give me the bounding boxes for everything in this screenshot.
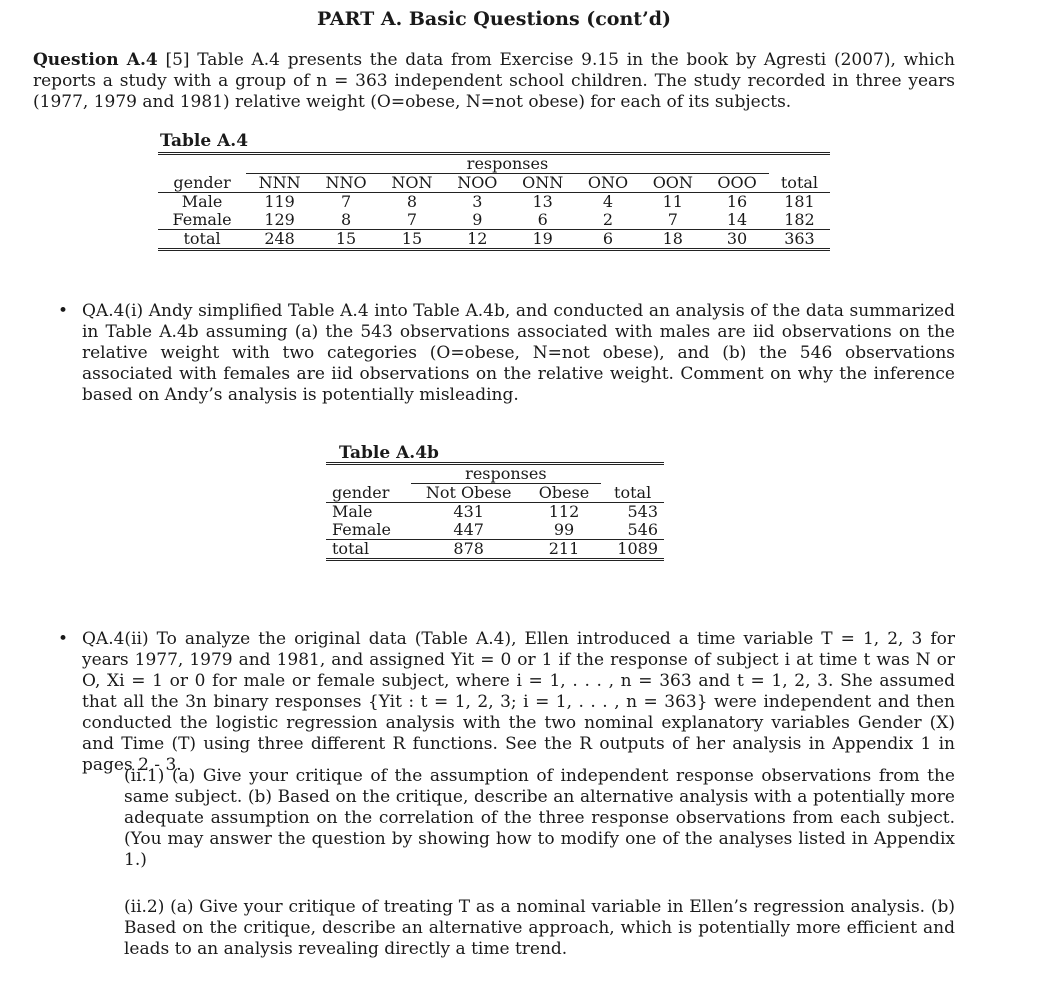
table-row: [158, 193, 830, 212]
table-a4-col-header: ONO: [576, 174, 641, 193]
qa4-ii2-text: (ii.2) (a) Give your critique of treating T as a nominal variable in Ellen’s regression analysis. (b) Based on the critique, describe an alternative approach, which is potentially more efficient and leads to an analysis revealing directly a time trend.: [124, 897, 955, 959]
table-a4b: [326, 462, 664, 561]
question-intro-text: [5] Table A.4 presents the data from Exercise 9.15 in the book by Agresti (2007), which reports a study with a group of n = 363 independent school children. The study recorded in three years (1977, 1979 and 1981) relative weight (O=obese, N=not obese) for each of its subjects.: [33, 50, 955, 112]
question-label: Question A.4: [33, 50, 158, 70]
table-cell: 15: [313, 230, 379, 250]
table-cell-total: 546: [627, 520, 658, 539]
table-cell: 878: [411, 540, 527, 560]
table-a4-row-label: Female: [172, 210, 232, 229]
table-cell: 447: [453, 520, 484, 539]
table-cell: 7: [667, 210, 678, 229]
table-a4-col-header: OON: [640, 174, 705, 193]
table-a4-row-label: total: [158, 230, 246, 250]
table-a4b-row-label: Male: [326, 503, 411, 522]
table-cell: 6: [537, 210, 548, 229]
table-cell: 129: [264, 210, 295, 229]
table-a4b-caption: Table A.4b: [339, 443, 439, 463]
table-a4b-col-header: Obese: [527, 484, 601, 503]
table-cell: 30: [705, 230, 769, 250]
table-row: [326, 540, 664, 560]
bullet-icon: •: [58, 629, 69, 649]
table-cell: 12: [445, 230, 510, 250]
table-cell: 99: [553, 520, 575, 539]
table-cell-total: 543: [601, 503, 664, 522]
table-cell: 16: [705, 193, 769, 212]
page-title: PART A. Basic Questions (cont’d): [317, 8, 671, 30]
table-cell: 8: [379, 193, 445, 212]
table-a4-col-header: OOO: [705, 174, 769, 193]
table-a4b-col-header: Not Obese: [411, 484, 527, 503]
table-cell-total: 181: [769, 193, 830, 212]
table-a4-gender-header: gender: [173, 172, 231, 192]
table-a4-col-header: ONN: [510, 174, 576, 193]
table-cell: 11: [640, 193, 705, 212]
table-cell-total: 182: [784, 210, 815, 229]
table-row: [158, 230, 830, 250]
table-a4-col-header: NNO: [313, 174, 379, 193]
table-a4b-gender-header: gender: [332, 482, 390, 502]
qa4-ii-text: QA.4(ii) To analyze the original data (Table A.4), Ellen introduced a time variable T = 1, 2, 3 for years 1977, 1979 and 1981, and assigned Yit = 0 or 1 if the response of subject i at time t was N or O, Xi = 1 or 0 for male or female subject, where i = 1, . . . , n = 363 and t = 1, 2, 3. She assumed that all the 3n binary responses {Yit : t = 1, 2, 3; i = 1, . . . , n = 363} were independent and then conducted the logistic regression analysis with the two nominal explanatory variables Gender (X) and Time (T) using three different R functions. See the R outputs of her analysis in Appendix 1 in pages 2 - 3.: [82, 629, 955, 775]
table-cell: 8: [340, 210, 352, 229]
table-a4-col-header: NOO: [445, 174, 510, 193]
table-a4b-row-label: Female: [332, 520, 391, 539]
table-cell: 6: [576, 230, 641, 250]
table-cell: 431: [411, 503, 527, 522]
table-a4-col-header: NNN: [246, 174, 313, 193]
table-a4-row-label: Male: [158, 193, 246, 212]
table-cell: 4: [576, 193, 641, 212]
qa4-i-text: QA.4(i) Andy simplified Table A.4 into Table A.4b, and conducted an analysis of the data summarized in Table A.4b assuming (a) the 543 observations associated with males are iid observations on the relative weight with two categories (O=obese, N=not obese), and (b) the 546 observations associated with females are iid observations on the relative weight. Comment on why the inference based on Andy’s analysis is potentially misleading.: [82, 301, 955, 405]
bullet-icon: •: [58, 301, 69, 321]
table-cell: 18: [640, 230, 705, 250]
table-a4: [158, 152, 830, 251]
table-cell: 112: [527, 503, 601, 522]
table-row: [326, 503, 664, 522]
table-cell: 7: [313, 193, 379, 212]
table-cell: 7: [406, 210, 418, 229]
table-cell: 19: [510, 230, 576, 250]
question-intro: [33, 50, 955, 113]
table-cell: 2: [602, 210, 614, 229]
table-cell-total: 363: [769, 230, 830, 250]
table-a4-col-header: NON: [379, 174, 445, 193]
table-cell: 14: [726, 210, 748, 229]
table-a4b-group-header: responses: [411, 464, 602, 484]
table-cell: 9: [472, 210, 483, 229]
table-a4-group-header: responses: [246, 154, 769, 174]
table-cell: 13: [510, 193, 576, 212]
table-cell-total: 1089: [601, 540, 664, 560]
table-cell: 3: [445, 193, 510, 212]
table-row: [326, 521, 664, 540]
table-cell: 211: [527, 540, 601, 560]
table-cell: 119: [246, 193, 313, 212]
table-a4-total-header: total: [780, 172, 819, 192]
table-a4b-row-label: total: [326, 540, 411, 560]
table-row: [158, 211, 830, 230]
table-a4b-total-header: total: [614, 482, 652, 502]
table-cell: 15: [379, 230, 445, 250]
qa4-ii1-text: (ii.1) (a) Give your critique of the assumption of independent response observations from the same subject. (b) Based on the critique, describe an alternative analysis with a potentially more adequate assumption on the correlation of the three response observations from each subject. (You may answer the question by showing how to modify one of the analyses listed in Appendix 1.): [124, 766, 955, 870]
table-cell: 248: [246, 230, 313, 250]
table-a4-caption: Table A.4: [160, 131, 249, 151]
